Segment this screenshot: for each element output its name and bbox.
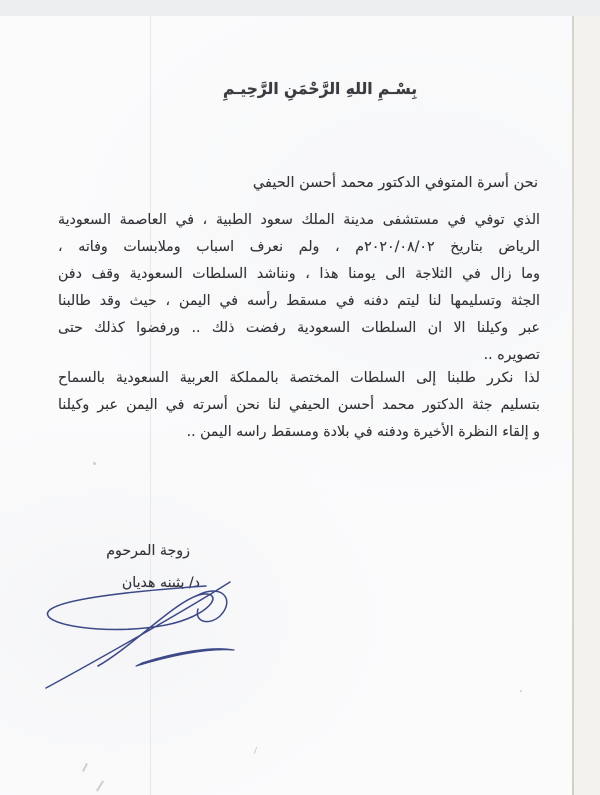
paragraph-line: الذي توفي في مستشفى مدينة الملك سعود الطبية ، في العاصمة السعودية	[58, 212, 540, 228]
scan-speck	[93, 462, 96, 465]
signatory-role: زوجة المرحوم	[106, 543, 190, 559]
scan-speck	[520, 690, 522, 692]
bismillah-header: بِسْـمِ اللهِ الرَّحْمَنِ الرَّحِيـمِ	[222, 80, 418, 98]
paragraph-line: الرياض بتاريخ ٢٠٢٠/٠٨/٠٢م ، ولم نعرف اسباب وملابسات وفاته ،	[58, 239, 540, 255]
paragraph-line: و إلقاء النظرة الأخيرة ودفنه في بلادة ومسقط راسه اليمن ..	[186, 424, 540, 440]
scan-top-edge	[0, 0, 600, 16]
signature-stroke	[136, 649, 234, 666]
paragraph-line: تصويره ..	[483, 347, 540, 363]
paragraph-line: عبر وكيلنا الا ان السلطات السعودية رفضت ذلك .. ورفضوا كذلك حتى	[58, 320, 540, 336]
scan-speck	[254, 747, 257, 754]
scan-speck	[82, 763, 88, 772]
paragraph-line: لذا نكرر طلبنا إلى السلطات المختصة بالمملكة العربية السعودية بالسماح	[58, 370, 540, 386]
paragraph-2	[58, 365, 540, 446]
signature-stroke	[47, 586, 212, 666]
paragraph-1	[58, 207, 540, 369]
paragraph-line: الجثة وتسليمها لنا ليتم دفنه في مسقط رأسه في اليمن ، حيث وقد طالبنا	[58, 293, 540, 309]
paper-right-edge	[572, 16, 574, 795]
scan-speck	[96, 780, 104, 791]
scan-background-strip	[574, 16, 600, 795]
handwritten-signature	[28, 560, 243, 695]
letter-heading: نحن أسرة المتوفي الدكتور محمد أحسن الحيفي	[252, 175, 538, 191]
paragraph-line: بتسليم جثة الدكتور محمد أحسن الحيفي لنا نحن أسرته في اليمن عبر وكيلنا	[58, 397, 540, 413]
signature-stroke	[46, 582, 230, 688]
signatory-name: د/ بثينه هديان	[121, 575, 200, 591]
paragraph-line: وما زال في الثلاجة الى يومنا هذا ، ونناشد السلطات السعودية وقف دفن	[58, 266, 540, 282]
